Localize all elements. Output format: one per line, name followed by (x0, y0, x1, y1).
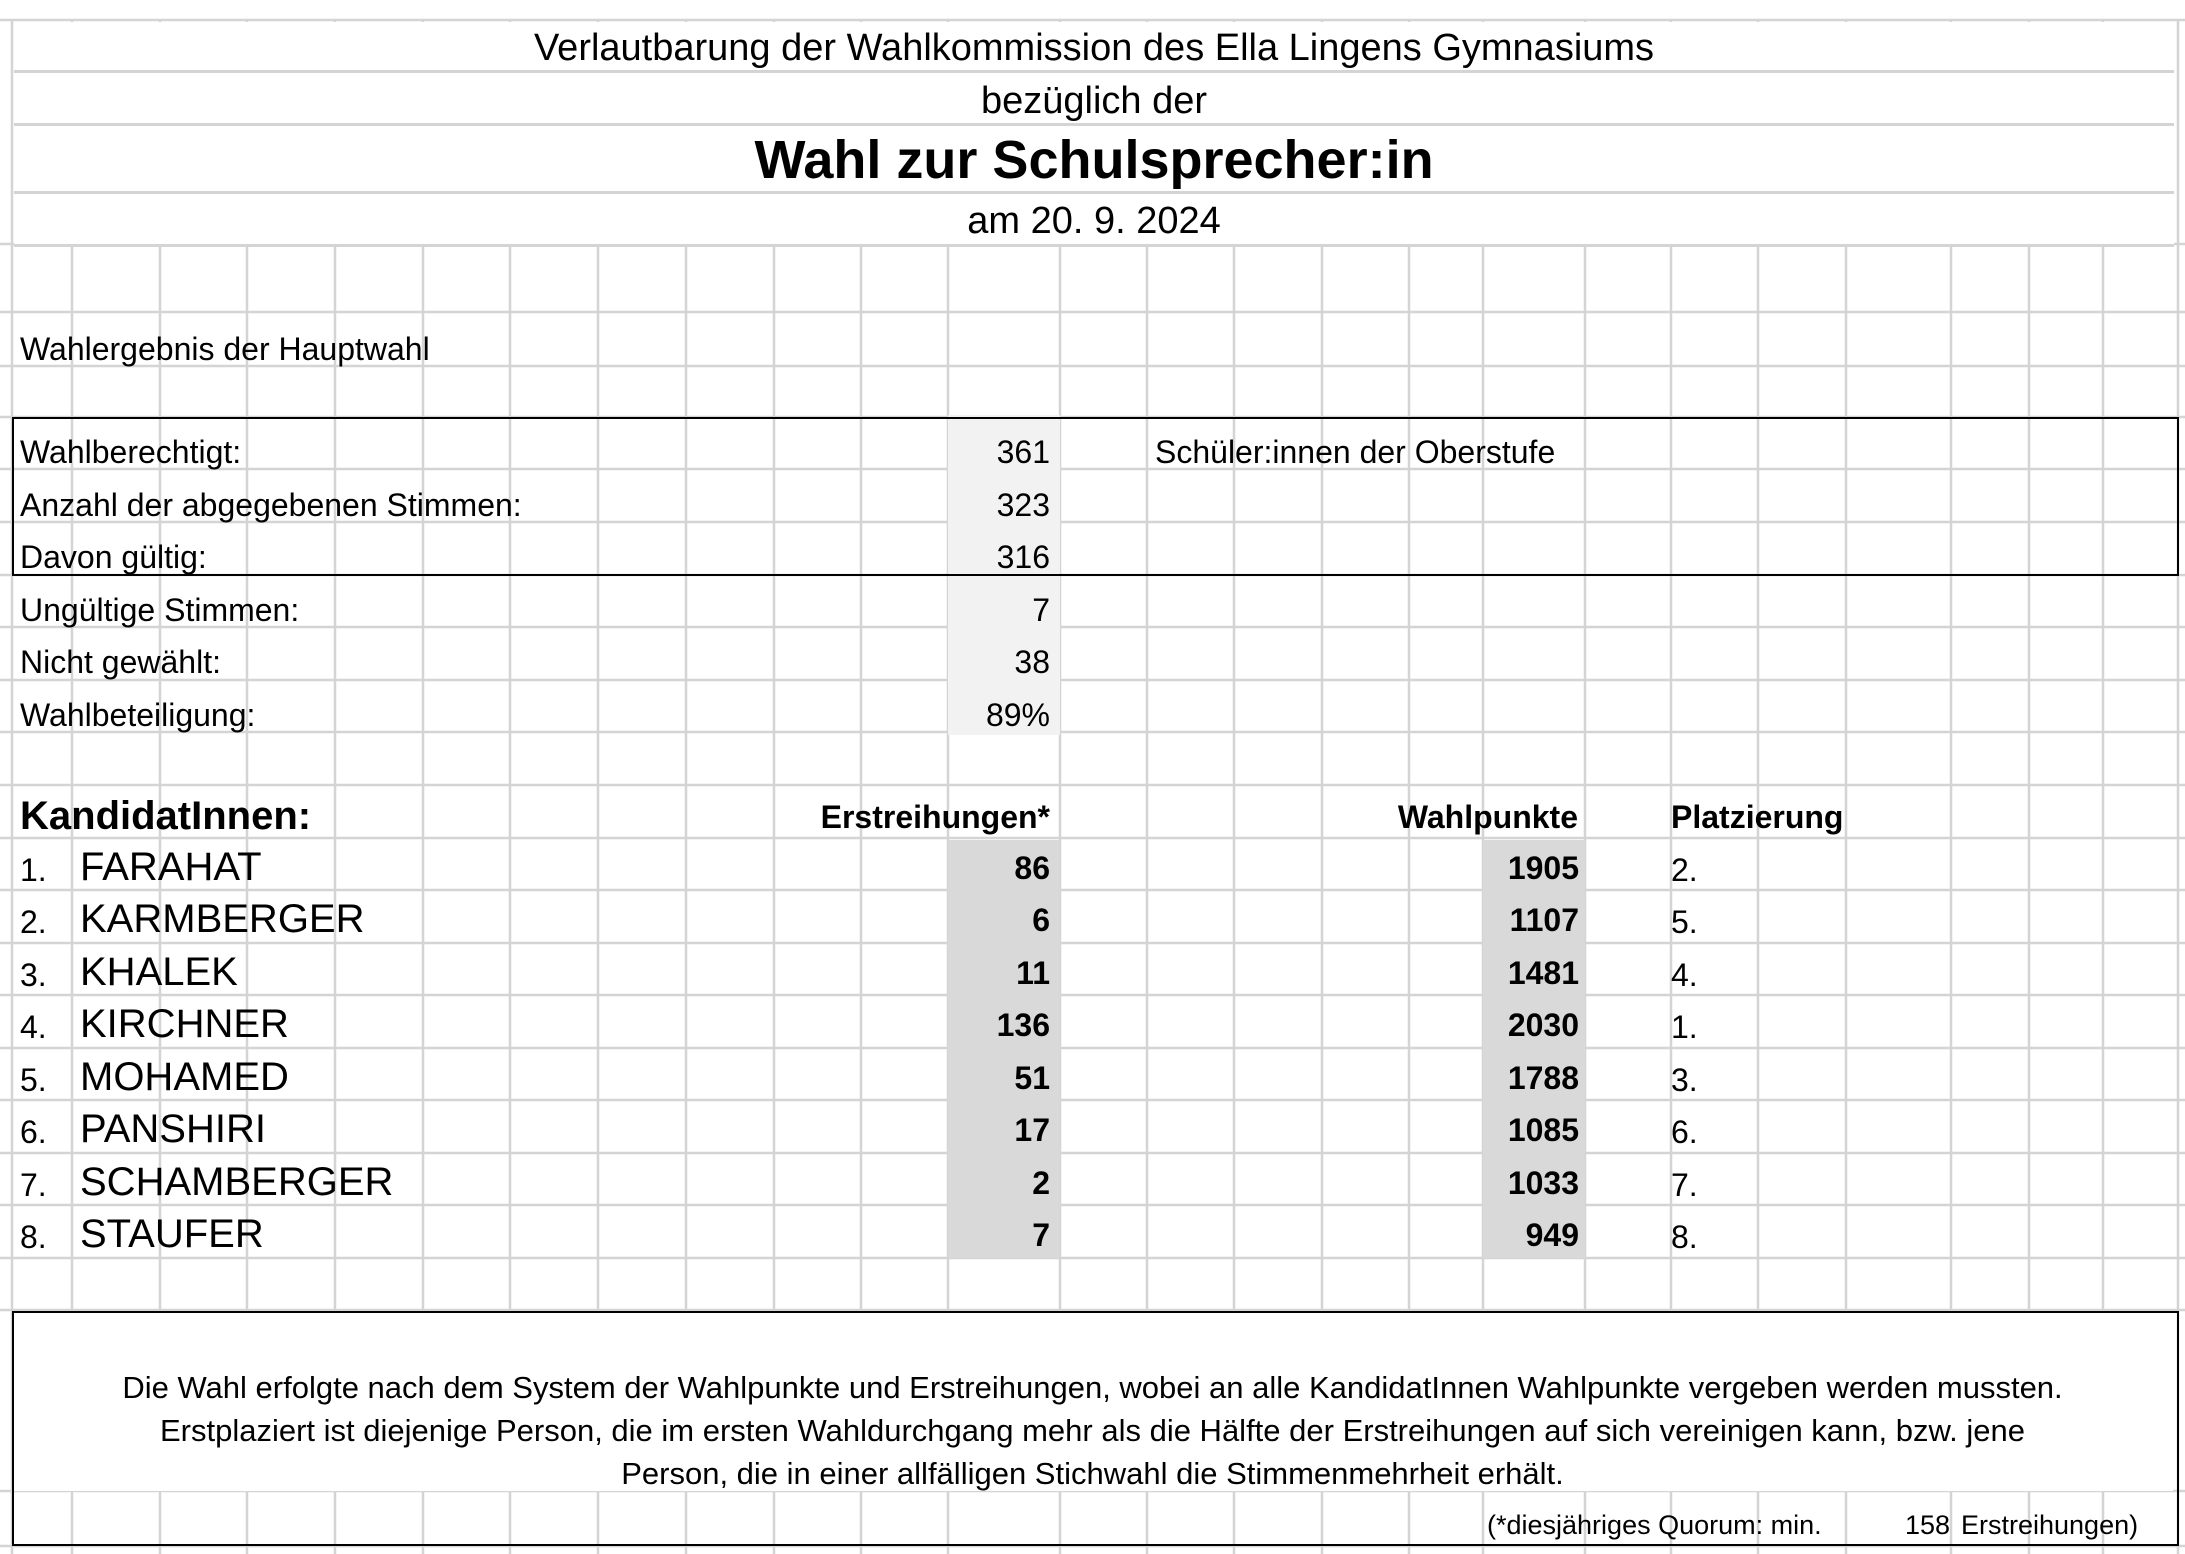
quorum-value: 158 (1904, 1510, 1950, 1540)
stat-value: 38 (1014, 644, 1050, 680)
candidate-points: 1905 (1507, 850, 1579, 886)
candidate-points: 2030 (1507, 1007, 1579, 1043)
stat-label: Nicht gewählt: (20, 644, 221, 680)
page-title: Wahl zur Schulsprecher:in (754, 130, 1434, 190)
candidate-number: 4. (20, 1009, 47, 1045)
header-line (14, 70, 2174, 73)
candidate-place: 3. (1671, 1062, 1698, 1098)
candidate-first-rank: 2 (1032, 1165, 1050, 1201)
candidate-name: KHALEK (80, 950, 238, 994)
candidate-first-rank: 7 (1032, 1217, 1050, 1253)
candidate-points: 1107 (1509, 902, 1579, 938)
candidate-points: 1085 (1507, 1112, 1579, 1148)
candidate-number: 5. (20, 1062, 47, 1098)
header-line (14, 191, 2174, 194)
candidate-number: 8. (20, 1219, 47, 1255)
candidate-place: 5. (1671, 904, 1698, 940)
stat-value: 7 (1032, 592, 1050, 628)
candidate-name: MOHAMED (80, 1055, 289, 1099)
explanation-line-2: Erstplaziert ist diejenige Person, die im ersten Wahldurchgang mehr als die Hälfte der Erstreihungen auf sich vereinigen kann, bzw. jene (159, 1413, 2025, 1448)
candidate-name: KIRCHNER (80, 1002, 289, 1046)
header-line-2: bezüglich der (980, 80, 1208, 122)
candidate-place: 1. (1671, 1009, 1698, 1045)
header-line-1: Verlautbarung der Wahlkommission des Ella Lingens Gymnasiums (533, 27, 1655, 69)
candidate-place: 7. (1671, 1167, 1698, 1203)
candidate-first-rank: 136 (996, 1007, 1050, 1043)
candidate-points: 1481 (1507, 955, 1579, 991)
stat-label: Wahlbeteiligung: (20, 697, 256, 733)
stat-value: 89% (985, 697, 1050, 733)
candidate-name: SCHAMBERGER (80, 1160, 394, 1204)
candidate-first-rank: 11 (1016, 955, 1050, 991)
stat-value: 361 (996, 434, 1050, 470)
candidate-points: 1033 (1507, 1165, 1579, 1201)
candidate-place: 6. (1671, 1114, 1698, 1150)
stat-value: 323 (996, 487, 1050, 523)
candidate-first-rank: 86 (1014, 850, 1050, 886)
candidate-place: 4. (1671, 957, 1698, 993)
stat-label: Davon gültig: (20, 539, 207, 575)
candidate-points: 949 (1525, 1217, 1579, 1253)
explanation-line-1: Die Wahl erfolgte nach dem System der Wahlpunkte und Erstreihungen, wobei an alle KandidatInnen Wahlpunkte vergeben werden mussten. (122, 1370, 2063, 1405)
header-line (14, 123, 2174, 126)
stat-label: Wahlberechtigt: (20, 434, 242, 470)
candidate-name: PANSHIRI (80, 1107, 266, 1151)
col-points-header: Wahlpunkte (1397, 799, 1578, 835)
candidate-number: 6. (20, 1114, 47, 1150)
col-place-header: Platzierung (1671, 799, 1844, 835)
candidate-place: 8. (1671, 1219, 1698, 1255)
candidate-name: STAUFER (80, 1212, 264, 1256)
candidate-number: 2. (20, 904, 47, 940)
candidate-points: 1788 (1507, 1060, 1579, 1096)
candidate-number: 7. (20, 1167, 47, 1203)
quorum-suffix: Erstreihungen) (1961, 1510, 2139, 1540)
section-title: Wahlergebnis der Hauptwahl (20, 331, 430, 367)
header-line (14, 244, 2174, 247)
explanation-line-3: Person, die in einer allfälligen Stichwahl die Stimmenmehrheit erhält. (621, 1456, 1564, 1491)
candidate-name: FARAHAT (80, 845, 262, 889)
candidate-first-rank: 51 (1014, 1060, 1050, 1096)
stat-label: Anzahl der abgegebenen Stimmen: (20, 487, 522, 523)
election-date: am 20. 9. 2024 (967, 200, 1221, 242)
quorum-prefix: (*diesjähriges Quorum: min. (1487, 1510, 1822, 1540)
candidate-first-rank: 17 (1014, 1112, 1050, 1148)
candidate-first-rank: 6 (1032, 902, 1050, 938)
stat-label: Ungültige Stimmen: (20, 592, 300, 628)
candidate-place: 2. (1671, 852, 1698, 888)
candidate-name: KARMBERGER (80, 897, 365, 941)
candidates-heading: KandidatInnen: (20, 794, 312, 838)
eligible-note: Schüler:innen der Oberstufe (1155, 434, 1556, 470)
col-first-rank-header: Erstreihungen* (820, 799, 1050, 835)
stat-value: 316 (996, 539, 1050, 575)
candidate-number: 3. (20, 957, 47, 993)
candidate-number: 1. (20, 852, 47, 888)
